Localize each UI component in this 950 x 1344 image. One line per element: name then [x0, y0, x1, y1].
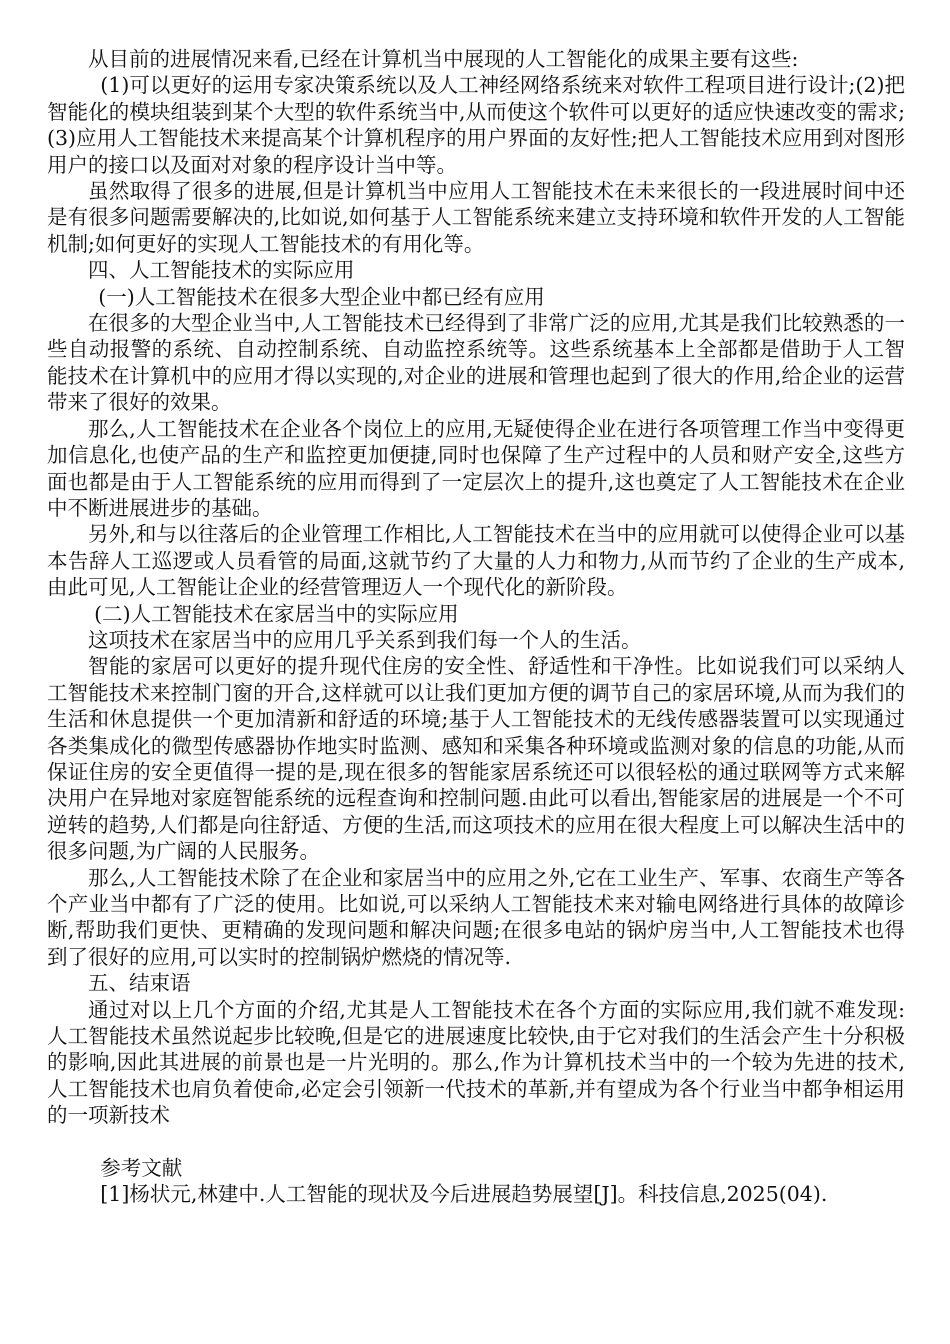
subsection-heading-1: (一)人工智能技术在很多大型企业中都已经有应用	[98, 284, 545, 309]
achievements-paragraph: (1)可以更好的运用专家决策系统以及人工神经网络系统来对软件工程项目进行设计;(2)把智能化的模块组装到某个大型的软件系统当中,从而使这个软件可以更好的适应快速改变的需求;(3)应用人工智能技术来提高某个计算机程序的用户界面的友好性;把人工智能技术应用到对图形用户的接口以及面对对象的程序设计当中等。	[47, 73, 905, 177]
conclusion-paragraph: 通过对以上几个方面的介绍,尤其是人工智能技术在各个方面的实际应用,我们就不难发现:人工智能技术虽然说起步比较晚,但是它的进展速度比较快,由于它对我们的生活会产生十分积极的影响,因此其进展的前景也是一片光明的。那么,作为计算机技术当中的一个较为先进的技术,人工智能技术也肩负着使命,必定会引领新一代技术的革新,并有望成为各个行业当中都争相运用的一项新技术	[47, 997, 905, 1128]
references-title: 参考文献	[100, 1155, 183, 1180]
section-heading-5: 五、结束语	[88, 971, 191, 996]
enterprise-paragraph-3: 另外,和与以往落后的企业管理工作相比,人工智能技术在当中的应用就可以使得企业可以基本告辞人工巡逻或人员看管的局面,这就节约了大量的人力和物力,从而节约了企业的生产成本,由此可见,人工智能让企业的经营管理迈人一个现代化的新阶段。	[47, 522, 905, 600]
home-paragraph-2: 智能的家居可以更好的提升现代住房的安全性、舒适性和干净性。比如说我们可以采纳人工智能技术来控制门窗的开合,这样就可以让我们更加方便的调节自己的家居环境,从而为我们的生活和休息提供一个更加清新和舒适的环境;基于人工智能技术的无线传感器装置可以实现通过各类集成化的微型传感器协作地实时监测、感知和采集各种环境或监测对象的信息的功能,从而保证住房的安全更值得一提的是,现在很多的智能家居系统还可以很轻松的通过联网等方式来解决用户在异地对家庭智能系统的远程查询和控制问题.由此可以看出,智能家居的进展是一个不可逆转的趋势,人们都是向往舒适、方便的生活,而这项技术的应用在很大程度上可以解决生活中的很多问题,为广阔的人民服务。	[47, 654, 905, 864]
document-page	[47, 46, 905, 1207]
references-spacer	[47, 1129, 905, 1155]
subsection-heading-2: (二)人工智能技术在家居当中的实际应用	[94, 601, 459, 626]
home-paragraph-1: 这项技术在家居当中的应用几乎关系到我们每一个人的生活。	[88, 627, 642, 652]
problems-paragraph: 虽然取得了很多的进展,但是计算机当中应用人工智能技术在未来很长的一段进展时间中还是有很多问题需要解决的,比如说,如何基于人工智能系统来建立支持环境和软件开发的人工智能机制;如何更好的实现人工智能技术的有用化等。	[47, 179, 905, 256]
intro-paragraph: 从目前的进展情况来看,已经在计算机当中展现的人工智能化的成果主要有这些:	[88, 47, 799, 71]
enterprise-paragraph-2: 那么,人工智能技术在企业各个岗位上的应用,无疑使得企业在进行各项管理工作当中变得更加信息化,也使产品的生产和监控更加便捷,同时也保障了生产过程中的人员和财产安全,这些方面也都是由于人工智能系统的应用而得到了一定层次上的提升,这也奠定了人工智能技术在企业中不断进展进步的基础。	[47, 416, 905, 520]
section-heading-4: 四、人工智能技术的实际应用	[88, 258, 355, 283]
reference-item: [1]杨状元,林建中.人工智能的现状及今后进展趋势展望[J]。科技信息,2025(04).	[100, 1182, 828, 1207]
enterprise-paragraph-1: 在很多的大型企业当中,人工智能技术已经得到了非常广泛的应用,尤其是我们比较熟悉的一些自动报警的系统、自动控制系统、自动监控系统等。这些系统基本上全部都是借助于人工智能技术在计算机中的应用才得以实现的,对企业的进展和管理也起到了很大的作用,给企业的运营带来了很好的效果。	[47, 311, 905, 415]
home-paragraph-3: 那么,人工智能技术除了在企业和家居当中的应用之外,它在工业生产、军事、农商生产等各个产业当中都有了广泛的使用。比如说,可以采纳人工智能技术来对输电网络进行具体的故障诊断,帮助我们更快、更精确的发现问题和解决问题;在很多电站的锅炉房当中,人工智能技术也得到了很好的应用,可以实时的控制锅炉燃烧的情况等.	[47, 865, 905, 969]
